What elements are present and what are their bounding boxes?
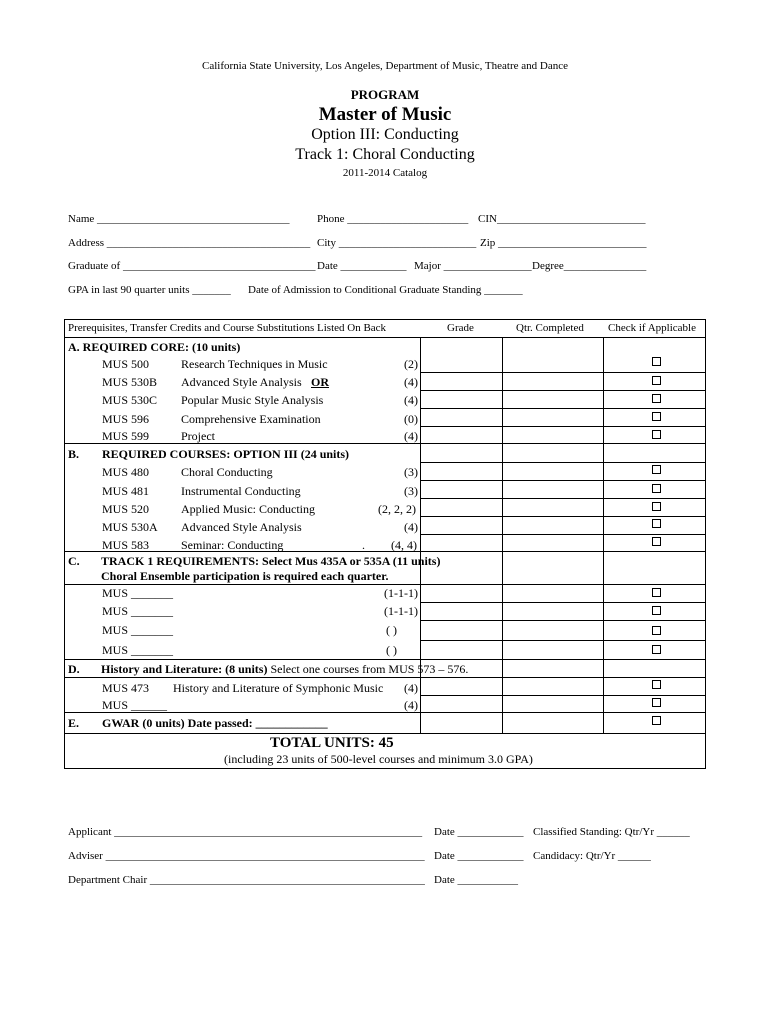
section-e-letter: E. xyxy=(68,716,80,730)
option-title: Option III: Conducting xyxy=(311,126,459,143)
section-d-bold: History and Literature: (8 units) xyxy=(101,662,268,676)
gpa-field[interactable]: GPA in last 90 quarter units _______ xyxy=(68,284,231,296)
graduate-of-field[interactable]: Graduate of ___________________________________ xyxy=(68,260,316,272)
major-field[interactable]: Major ________________ xyxy=(414,260,532,272)
course-code: MUS 481 xyxy=(102,484,150,498)
course-units: ( ) xyxy=(386,643,397,657)
section-c-heading: TRACK 1 REQUIREMENTS: Select Mus 435A or 535A (11 units) xyxy=(101,554,441,568)
checkbox[interactable] xyxy=(652,412,661,421)
course-units: (0) xyxy=(404,412,418,426)
course-units: (4) xyxy=(404,681,418,695)
degree-title: Master of Music xyxy=(318,104,452,125)
date-field[interactable]: Date ____________ xyxy=(317,260,407,272)
chair-signature-field[interactable]: Department Chair __________________________________________________ xyxy=(68,874,425,886)
adviser-date-field[interactable]: Date ____________ xyxy=(434,850,524,862)
course-units: (1-1-1) xyxy=(384,604,418,618)
track-title: Track 1: Choral Conducting xyxy=(295,146,475,163)
checkbox[interactable] xyxy=(652,716,661,725)
zip-field[interactable]: Zip ___________________________ xyxy=(480,237,647,249)
course-code-field[interactable]: MUS _______ xyxy=(102,604,174,618)
section-e-heading[interactable]: GWAR (0 units) Date passed: ____________ xyxy=(102,716,328,730)
applicant-signature-field[interactable]: Applicant ________________________________________________________ xyxy=(68,826,423,838)
cin-field[interactable]: CIN___________________________ xyxy=(478,213,646,225)
course-code: MUS 583 xyxy=(102,538,150,552)
checkbox[interactable] xyxy=(652,519,661,528)
course-code-field[interactable]: MUS _______ xyxy=(102,586,174,600)
checkbox[interactable] xyxy=(652,357,661,366)
course-title: Research Techniques in Music xyxy=(181,357,328,371)
course-units: (2, 2, 2) xyxy=(378,502,416,516)
course-title: Seminar: Conducting xyxy=(181,538,284,552)
address-field[interactable]: Address _____________________________________ xyxy=(68,237,311,249)
section-b-heading: REQUIRED COURSES: OPTION III (24 units) xyxy=(102,447,350,461)
checkbox[interactable] xyxy=(652,626,661,635)
dot-mark: . xyxy=(362,538,365,552)
course-units: (2) xyxy=(404,357,418,371)
institution-line: California State University, Los Angeles, Department of Music, Theatre and Dance xyxy=(202,60,568,72)
course-title: History and Literature of Symphonic Music xyxy=(173,681,384,695)
checkbox[interactable] xyxy=(652,606,661,615)
course-code-field[interactable]: MUS _______ xyxy=(102,643,174,657)
checkbox[interactable] xyxy=(652,394,661,403)
course-title: Comprehensive Examination xyxy=(181,412,321,426)
checkbox[interactable] xyxy=(652,502,661,511)
course-units: (4) xyxy=(404,429,418,443)
section-d-rest: Select one courses from MUS 573 – 576. xyxy=(267,662,469,676)
checkbox[interactable] xyxy=(652,588,661,597)
checkbox[interactable] xyxy=(652,465,661,474)
section-d-heading xyxy=(101,662,468,677)
course-title: Popular Music Style Analysis xyxy=(181,393,324,407)
course-code: MUS 530A xyxy=(102,520,158,534)
section-a-heading: A. REQUIRED CORE: (10 units) xyxy=(68,340,241,354)
catalog-label: 2011-2014 Catalog xyxy=(342,167,428,179)
course-title: Choral Conducting xyxy=(181,465,273,479)
applicant-date-field[interactable]: Date ____________ xyxy=(434,826,524,838)
section-b-letter: B. xyxy=(68,447,80,461)
course-title: Project xyxy=(181,429,215,443)
adviser-signature-field[interactable]: Adviser __________________________________________________________ xyxy=(68,850,425,862)
checkbox[interactable] xyxy=(652,680,661,689)
course-code: MUS 530C xyxy=(102,393,158,407)
course-code: MUS 596 xyxy=(102,412,150,426)
qtr-completed-header: Qtr. Completed xyxy=(516,322,584,334)
total-units-note: (including 23 units of 500-level courses and minimum 3.0 GPA) xyxy=(224,752,533,766)
course-code-field[interactable]: MUS ______ xyxy=(102,698,168,712)
city-field[interactable]: City _________________________ xyxy=(317,237,477,249)
course-units: (4) xyxy=(404,393,418,407)
section-c-subheading: Choral Ensemble participation is required each quarter. xyxy=(101,569,389,583)
course-code-field[interactable]: MUS _______ xyxy=(102,623,174,637)
grade-header: Grade xyxy=(447,322,474,334)
course-code: MUS 473 xyxy=(102,681,150,695)
program-label: PROGRAM xyxy=(350,87,420,102)
course-units: (3) xyxy=(404,484,418,498)
course-units: ( ) xyxy=(386,623,397,637)
admission-date-field[interactable]: Date of Admission to Conditional Graduate Standing _______ xyxy=(248,284,523,296)
candidacy-field[interactable]: Candidacy: Qtr/Yr ______ xyxy=(533,850,651,862)
section-d-letter: D. xyxy=(68,662,80,676)
checkbox[interactable] xyxy=(652,430,661,439)
section-c-letter: C. xyxy=(68,554,80,568)
checkbox[interactable] xyxy=(652,484,661,493)
phone-field[interactable]: Phone ______________________ xyxy=(317,213,469,225)
course-code: MUS 520 xyxy=(102,502,150,516)
course-units: (4) xyxy=(404,520,418,534)
course-title: Advanced Style Analysis xyxy=(181,520,302,534)
course-units: (4) xyxy=(404,375,418,389)
course-title: Applied Music: Conducting xyxy=(181,502,315,516)
course-units: (1-1-1) xyxy=(384,586,418,600)
checkbox[interactable] xyxy=(652,376,661,385)
course-code: MUS 530B xyxy=(102,375,158,389)
or-label: OR xyxy=(311,375,329,389)
course-code: MUS 480 xyxy=(102,465,150,479)
degree-field[interactable]: Degree_______________ xyxy=(532,260,647,272)
chair-date-field[interactable]: Date ___________ xyxy=(434,874,519,886)
name-field[interactable]: Name ___________________________________ xyxy=(68,213,290,225)
course-code: MUS 599 xyxy=(102,429,150,443)
total-units: TOTAL UNITS: 45 xyxy=(270,735,394,751)
course-title: Advanced Style Analysis xyxy=(181,375,302,389)
course-units: (3) xyxy=(404,465,418,479)
checkbox[interactable] xyxy=(652,537,661,546)
classified-standing-field[interactable]: Classified Standing: Qtr/Yr ______ xyxy=(533,826,690,838)
course-units: (4, 4) xyxy=(391,538,417,552)
checkbox[interactable] xyxy=(652,698,661,707)
course-units: (4) xyxy=(404,698,418,712)
course-title: Instrumental Conducting xyxy=(181,484,301,498)
course-code: MUS 500 xyxy=(102,357,150,371)
prereq-header: Prerequisites, Transfer Credits and Course Substitutions Listed On Back xyxy=(68,322,387,334)
checkbox[interactable] xyxy=(652,645,661,654)
check-header: Check if Applicable xyxy=(608,322,696,334)
